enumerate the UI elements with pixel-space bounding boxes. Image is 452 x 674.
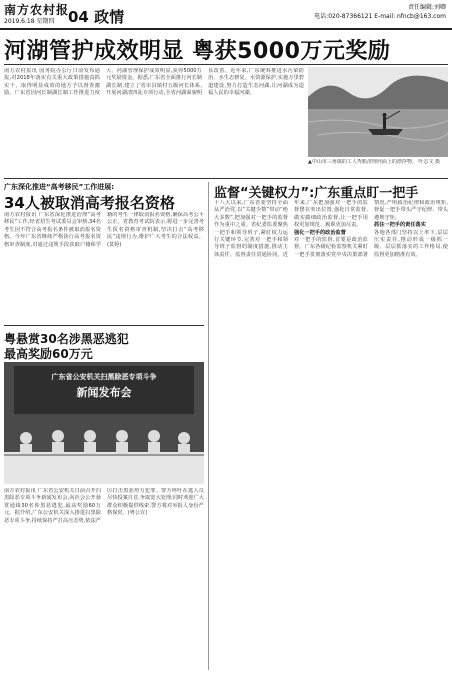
section-rule-2 xyxy=(4,325,204,326)
article4-headline-line2: 最高奖励60万元 xyxy=(4,347,93,361)
article2-source: (莫婷) xyxy=(107,241,122,248)
river-boat-photo xyxy=(308,67,448,157)
phone-email-line: 电话:020-87366121 E-mail: nfncb@163.com xyxy=(314,13,446,20)
masthead-contact xyxy=(314,3,446,21)
article4-source: (粤公宣) xyxy=(127,510,148,517)
issue-date: 2019.6.18 星期四 xyxy=(4,18,55,25)
article3-intro: 十八大以来,广东省委坚持全面从严治党,以“关键少数”带动“绝大多数”,把加强对一把手的监督作为重中之重。省纪委监委聚焦一把手和领导班子,紧盯权力运行关键环节,完善对一把手和领导班子监督的制度措施,推动主体责任、监督责任贯通协同。近年来,广东把加强对一把手的监督摆在突出位置,强化日常监督,做实做细政治监督,让一把手用权更加规范、履职更加尽责。 xyxy=(214,200,368,258)
article3-headline: 监督“关键权力”:广东重点盯一把手 xyxy=(214,186,419,201)
article4-body xyxy=(4,488,204,668)
article1-body: 南方农村报讯 国务院办公厅日前发布通报,对2018年落实有关重大政策措施真抓实干、取得明显成效的地方予以督查激励。广东省因河长制湖长制工作推进力度大、河湖管理保护成效明显,获得5000万元奖励资金。据悉,广东省全面推行河长制湖长制,建立了省市县镇村五级河长体系,开展河湖清四乱专项行动,全省河湖面貌明显改善。近年来,广东统筹推进水污染防治、水生态修复、水资源保护,实施万里碧道建设,努力打造生态河湖,让河湖成为造福人民的幸福河湖。 xyxy=(4,68,304,97)
newspaper-logo: 南方农村报 xyxy=(4,3,70,17)
main-headline: 河湖管护成效明显 粤获5000万元奖励 xyxy=(4,39,391,64)
page-section-title: 04 政情 xyxy=(68,8,125,26)
article3-subhead-2: 抓住一把手的责任落实 xyxy=(374,222,426,229)
article3-section-2: 各地各部门坚持以上率下,层层压实责任,推动形成一级抓一级、层层抓落实的工作格局,使监督更加精准有效。 xyxy=(374,229,448,258)
masthead xyxy=(0,0,452,30)
press-conference-photo xyxy=(4,362,204,484)
editor-line: 责任编辑:刘卿 xyxy=(407,4,446,11)
article4-text: 南方农村报讯 广东省公安机关日前召开扫黑除恶专项斗争新闻发布会,向社会公开悬赏通缉30名涉黑恶逃犯,最高奖励60万元。据介绍,广东公安机关深入推进扫黑除恶专项斗争,持续保持严打高压态势,依法严厉打击黑恶势力犯罪。警方呼吁在逃人员尽快投案自首,争取宽大处理;同时欢迎广大群众积极提供线索,警方将对举报人身份严格保密。 xyxy=(4,488,204,524)
article2-text: 南方农村报讯 广东省深化推进治理“高考移民”工作,经省招生考试委员会审核,34名考生因不符合高考报名条件被取消报名资格。今年广东省继续严格执行高考报名资格审查制度,对通过违规手段获取户籍和学籍的考生一律取消报名资格,确保高考公平公正。省教育考试院表示,将进一步完善考生报名资格审查机制,坚决打击“高考移民”违规行为,维护广大考生的合法权益。 xyxy=(4,212,204,248)
photo-caption: ▲中山市三角镇的工人驾船清理河面上的漂浮物。 叶志文 摄 xyxy=(308,159,441,165)
article3-section-1: 对一把手的监督,首要是政治监督。广东各级纪检监察机关紧盯一把手贯彻落实党中央决策部署情况,严明政治纪律和政治规矩,督促一把手带头严守纪律、带头遵规守矩。 xyxy=(294,200,448,258)
article3-subhead-1: 强化一把手的政治监督 xyxy=(294,229,346,236)
section-rule-1 xyxy=(4,178,448,179)
column-divider xyxy=(208,182,209,670)
article3-body xyxy=(214,200,448,670)
photo-banner-line2: 新闻发布会 xyxy=(76,386,132,399)
photo-banner-line1: 广东省公安机关扫黑除恶专项斗争 xyxy=(51,373,157,381)
article2-kicker: 广东深化推进“高考移民”工作进展: xyxy=(4,183,115,191)
headline-rule xyxy=(4,64,448,65)
article2-headline: 34人被取消高考报名资格 xyxy=(4,194,175,212)
article2-body xyxy=(4,212,204,322)
article4-headline-line1: 粤悬赏30名涉黑恶逃犯 xyxy=(4,332,129,346)
